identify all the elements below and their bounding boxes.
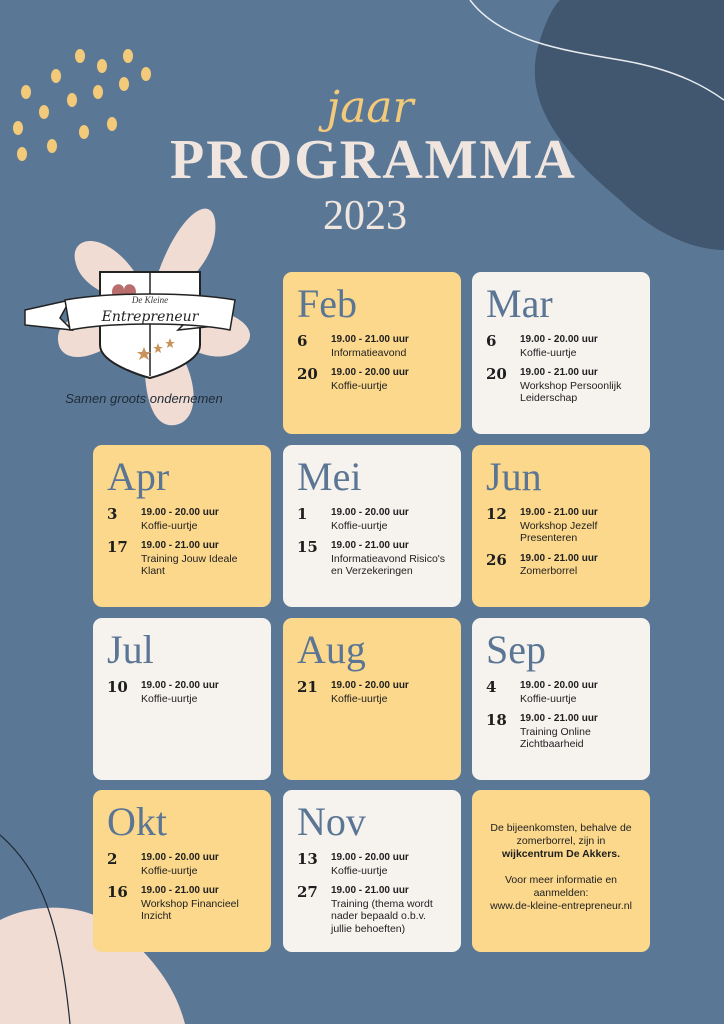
event-time: 19.00 - 21.00 uur (141, 540, 219, 551)
event-desc: Training (thema wordt nader bepaald o.b.v. jullie behoeften) (331, 897, 433, 935)
event-day: 3 (107, 505, 118, 523)
website-link[interactable]: www.de-kleine-entrepreneur.nl (490, 900, 632, 912)
event-day: 2 (107, 850, 118, 868)
logo-tagline: Samen groots ondernemen (65, 391, 223, 406)
month-card-aug (283, 618, 461, 780)
event-desc: Koffie-uurtje (331, 379, 388, 392)
event-time: 19.00 - 21.00 uur (520, 552, 598, 564)
event-item (297, 367, 447, 392)
month-card-jun (472, 445, 650, 607)
month-card-jul (93, 618, 271, 780)
event-desc: Koffie-uurtje (520, 692, 577, 705)
event-item (486, 507, 636, 545)
event-time: 19.00 - 20.00 uur (331, 680, 409, 691)
event-desc: Koffie-uurtje (331, 519, 388, 532)
event-item (297, 507, 447, 532)
event-item (486, 550, 636, 578)
event-day: 13 (297, 850, 318, 868)
month-card-feb (283, 272, 461, 434)
logo-emblem (25, 272, 235, 378)
event-item (297, 540, 447, 578)
event-time: 19.00 - 20.00 uur (520, 680, 598, 691)
event-day: 16 (107, 883, 128, 901)
month-name: Okt (107, 799, 167, 844)
event-day: 26 (486, 550, 507, 569)
event-time: 19.00 - 20.00 uur (331, 367, 409, 378)
month-name: Jul (107, 627, 154, 672)
event-day: 17 (107, 538, 128, 556)
event-day: 6 (486, 332, 497, 350)
event-desc: Training Online Zichtbaarheid (520, 725, 591, 750)
event-desc: Workshop Persoonlijk Leiderschap (520, 379, 622, 404)
event-desc: Workshop Financieel Inzicht (141, 897, 239, 922)
event-time: 19.00 - 20.00 uur (520, 334, 598, 345)
event-day: 12 (486, 505, 507, 523)
event-item (486, 680, 636, 705)
event-desc: Koffie-uurtje (141, 864, 198, 877)
event-time: 19.00 - 21.00 uur (331, 885, 409, 896)
event-time: 19.00 - 21.00 uur (331, 334, 409, 345)
event-desc: Informatieavond Risico's en Verzekeringen (331, 552, 446, 577)
event-time: 19.00 - 20.00 uur (141, 852, 219, 863)
event-day: 4 (486, 678, 497, 696)
event-time: 19.00 - 21.00 uur (520, 367, 598, 378)
info-card (472, 790, 650, 952)
event-day: 18 (486, 711, 507, 729)
event-time: 19.00 - 21.00 uur (141, 885, 219, 896)
event-day: 20 (297, 365, 318, 383)
event-time: 19.00 - 21.00 uur (520, 507, 598, 518)
month-name: Mei (297, 454, 362, 499)
year-label: 2023 (323, 193, 407, 239)
svg-text:Entrepreneur: Entrepreneur (101, 309, 199, 325)
month-name: Nov (297, 799, 366, 844)
event-time: 19.00 - 21.00 uur (331, 540, 409, 551)
event-desc: Koffie-uurtje (520, 346, 577, 359)
event-time: 19.00 - 20.00 uur (141, 680, 219, 691)
info-contact-text: Voor meer informatie en aanmelden: www.de-kleine-entrepreneur.nl (490, 874, 632, 912)
month-name: Apr (107, 454, 170, 499)
info-location: wijkcentrum De Akkers. (501, 848, 621, 860)
event-time: 19.00 - 20.00 uur (331, 507, 409, 518)
month-name: Aug (297, 627, 366, 672)
event-item (297, 680, 447, 705)
title-script: jaar (326, 82, 414, 133)
event-item (107, 540, 257, 578)
event-item (107, 507, 257, 532)
event-day: 27 (297, 883, 318, 901)
event-day: 15 (297, 538, 318, 556)
event-time: 19.00 - 20.00 uur (141, 507, 219, 518)
event-item (486, 334, 636, 359)
event-item (297, 334, 447, 359)
page-title: PROGRAMMA (170, 129, 577, 191)
event-item (297, 885, 447, 935)
month-card-nov (283, 790, 461, 952)
event-item (486, 367, 636, 405)
event-day: 21 (297, 678, 318, 696)
event-desc: Koffie-uurtje (141, 692, 198, 705)
event-desc: Zomerborrel (520, 565, 578, 577)
event-time: 19.00 - 20.00 uur (331, 852, 409, 863)
event-desc: Training Jouw Ideale Klant (141, 552, 238, 577)
svg-text:De Kleine: De Kleine (131, 295, 169, 305)
month-card-mar (472, 272, 650, 434)
event-day: 10 (107, 678, 128, 696)
event-item (486, 713, 636, 751)
event-item (107, 885, 257, 923)
month-name: Sep (486, 627, 546, 672)
month-name: Mar (486, 281, 553, 326)
event-desc: Koffie-uurtje (141, 519, 198, 532)
month-card-apr (93, 445, 271, 607)
event-item (107, 852, 257, 877)
event-item (107, 680, 257, 705)
month-card-okt (93, 790, 271, 952)
event-desc: Koffie-uurtje (331, 864, 388, 877)
event-day: 6 (297, 332, 308, 350)
event-desc: Workshop Jezelf Presenteren (520, 519, 598, 544)
info-location-text: De bijeenkomsten, behalve de zomerborrel, zijn in wijkcentrum De Akkers. (490, 822, 632, 860)
month-name: Feb (297, 281, 357, 326)
top-right-blob (535, 0, 724, 250)
event-desc: Koffie-uurtje (331, 692, 388, 705)
event-desc: Informatieavond (331, 346, 407, 359)
event-time: 19.00 - 21.00 uur (520, 713, 598, 724)
event-day: 1 (297, 505, 308, 523)
event-item (297, 852, 447, 877)
month-card-sep (472, 618, 650, 780)
month-card-mei (283, 445, 461, 607)
dots-pattern (13, 49, 151, 161)
event-day: 20 (486, 365, 507, 383)
month-name: Jun (486, 454, 542, 499)
